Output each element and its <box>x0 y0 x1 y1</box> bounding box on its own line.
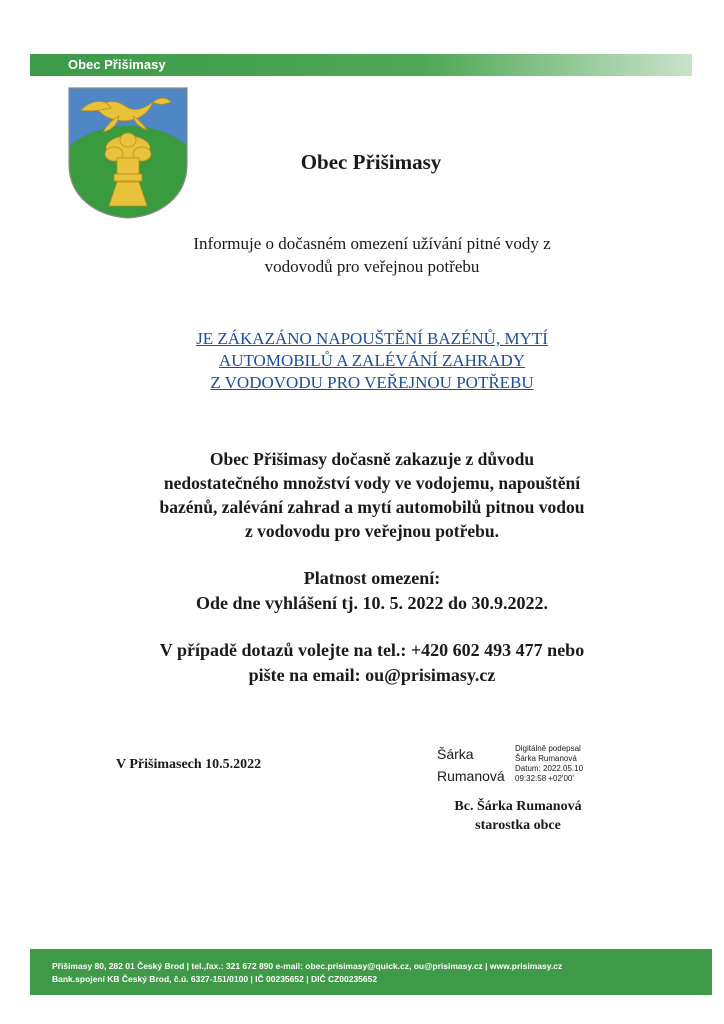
signature-meta-line: Šárka Rumanová <box>515 754 577 763</box>
warning-heading <box>100 328 644 394</box>
intro-line: vodovodů pro veřejnou potřebu <box>264 257 480 276</box>
signature-meta-line: 09:32:58 +02'00' <box>515 774 574 783</box>
signature-last-name: Rumanová <box>437 768 505 784</box>
contact-line: V případě dotazů volejte na tel.: +420 602 493 477 nebo <box>159 640 585 660</box>
footer-bar <box>30 949 712 995</box>
header-label: Obec Přišimasy <box>68 57 166 72</box>
place-date: V Přišimasech 10.5.2022 <box>116 757 262 772</box>
validity-label: Platnost omezení: <box>303 568 441 588</box>
header-bar <box>30 54 692 76</box>
warning-line: AUTOMOBILŮ A ZALÉVÁNÍ ZAHRADY <box>218 351 526 370</box>
footer-line: Bank.spojení KB Český Brod, č.ú. 6327-151/0100 | IČ 00235652 | DIČ CZ00235652 <box>52 974 378 984</box>
contact-section <box>100 638 644 688</box>
validity-range: Ode dne vyhlášení tj. 10. 5. 2022 do 30.9.2022. <box>195 593 549 613</box>
body-line: nedostatečného množství vody ve vodojemu, napouštění <box>163 473 581 493</box>
validity-section <box>100 566 644 616</box>
digital-signature-meta <box>515 744 635 784</box>
signer-role: starostka obce <box>475 818 561 833</box>
intro-line: Informuje o dočasném omezení užívání pitné vody z <box>193 234 551 253</box>
page-title: Obec Přišimasy <box>300 150 442 174</box>
body-line: bazénů, zalévání zahrad a mytí automobilů pitnou vodou <box>159 497 585 517</box>
signature-first-name: Šárka <box>437 746 474 762</box>
footer-line: Přišimasy 80, 282 01 Český Brod | tel.,fax.: 321 672 890 e-mail: obec.prisimasy@quick.cz, ou@prisimasy.cz | www.prisimasy.cz <box>52 961 563 971</box>
intro-text <box>110 232 634 278</box>
warning-line: Z VODOVODU PRO VEŘEJNOU POTŘEBU <box>210 373 534 392</box>
signature-meta-line: Datum: 2022.05.10 <box>515 764 584 773</box>
signature-meta-line: Digitálně podepsal <box>515 744 581 753</box>
digital-signature-name <box>437 743 505 787</box>
body-line: Obec Přišimasy dočasně zakazuje z důvodu <box>209 449 535 469</box>
body-line: z vodovodu pro veřejnou potřebu. <box>245 521 499 541</box>
warning-line: JE ZÁKAZÁNO NAPOUŠTĚNÍ BAZÉNŮ, MYTÍ <box>196 329 548 348</box>
signer-name: Bc. Šárka Rumanová <box>454 799 582 814</box>
signer-block <box>418 797 618 835</box>
coat-of-arms-icon <box>67 86 189 220</box>
body-paragraph <box>100 447 644 543</box>
contact-line: pište na email: ou@prisimasy.cz <box>248 665 496 685</box>
